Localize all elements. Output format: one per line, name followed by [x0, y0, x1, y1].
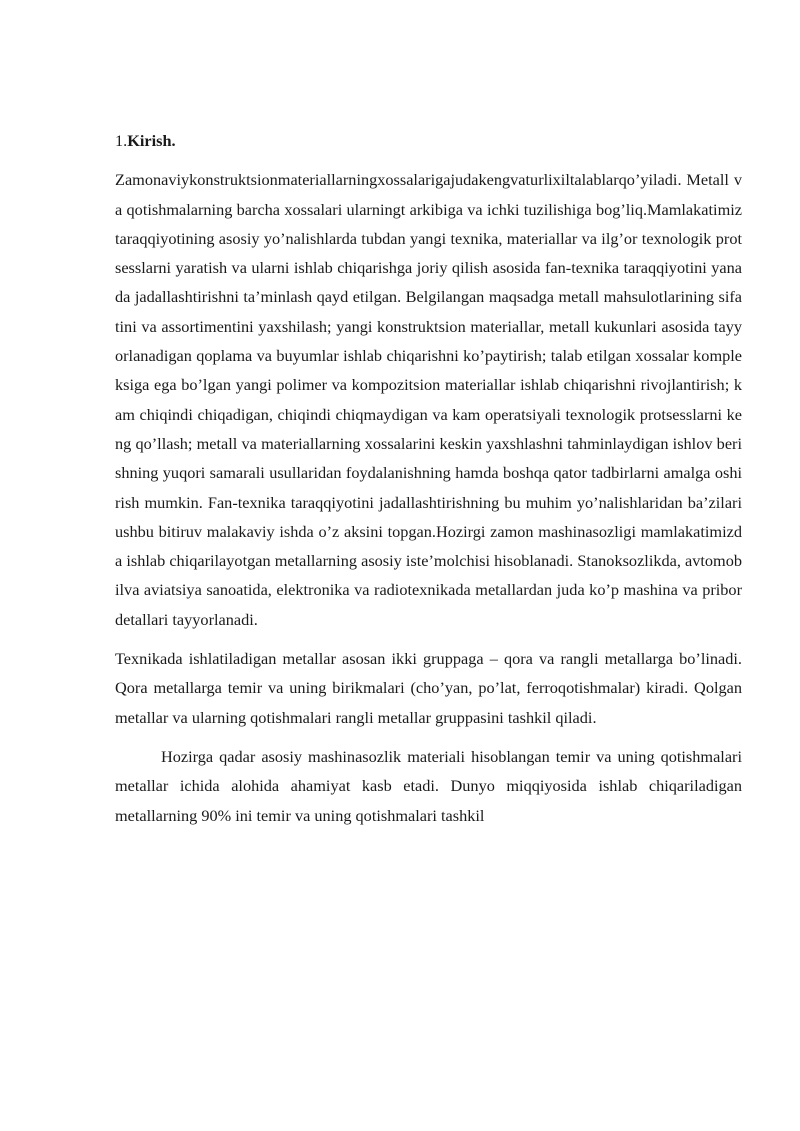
paragraph-introduction: Zamonaviykonstruktsionmateriallarningxossalarigajudakengvaturlixiltalablarqo’yiladi. Metall va qotishmalarning barcha xossalari ularningt arkibiga va ichki tuzilishiga bog’liq.Mamlakatimiz taraqqiyotining asosiy yo’nalishlarda tubdan yangi texnika, materiallar va ilg’or texnologik protsesslarni yaratish va ularni ishlab chiqarishga joriy qilish asosida fan-texnika taraqqiyotini yanada jadallashtirishni ta’minlash qayd etilgan. Belgilangan maqsadga metall mahsulotlarining sifatini va assortimentini yaxshilash; yangi konstruktsion materiallar, metall kukunlari asosida tayyorlanadigan qoplama va buyumlar ishlab chiqarishni ko’paytirish; talab etilgan xossalar kompleksiga ega bo’lgan yangi polimer va kompozitsion materiallar ishlab chiqarishni rivojlantirish; kam chiqindi chiqadigan, chiqindi chiqmaydigan va kam operatsiyali texnologik protsesslarni keng qo’llash; metall va materiallarning xossalarini keskin yaxshlashni tahminlaydigan ishlov berishning yuqori samarali usullaridan foydalanishning hamda boshqa qator tadbirlarni amalga oshirish mumkin. Fan-texnika taraqqiyotini jadallashtirishning bu muhim yo’nalishlaridan ba’zilari ushbu bitiruv malakaviy ishda o’z aksini topgan.Hozirgi zamon mashinasozligi mamlakatimizda ishlab chiqarilayotgan metallarning asosiy iste’molchisi hisoblanadi. Stanoksozlikda, avtomobilva aviatsiya sanoatida, elektronika va radiotexnikada metallardan juda ko’p mashina va pribor detallari tayyorlanadi.	[115, 170, 742, 629]
document-body	[115, 126, 742, 840]
section-heading	[115, 126, 742, 155]
paragraph-iron-alloys: Hozirga qadar asosiy mashinasozlik materiali hisoblangan temir va uning qotishmalari metallar ichida alohida ahamiyat kasb etadi. Dunyo miqqiyosida ishlab chiqariladigan metallarning 90% ini temir va uning qotishmalari tashkil	[115, 746, 742, 825]
section-number: 1.	[115, 131, 128, 150]
section-title: Kirish.	[127, 131, 176, 150]
paragraph-metal-groups: Texnikada ishlatiladigan metallar asosan ikki gruppaga – qora va rangli metallarga bo’linadi. Qora metallarga temir va uning birikmalari (cho’yan, po’lat, ferroqotishmalar) kiradi. Qolgan metallar va ularning qotishmalari rangli metallar gruppasini tashkil qiladi.	[115, 649, 742, 727]
